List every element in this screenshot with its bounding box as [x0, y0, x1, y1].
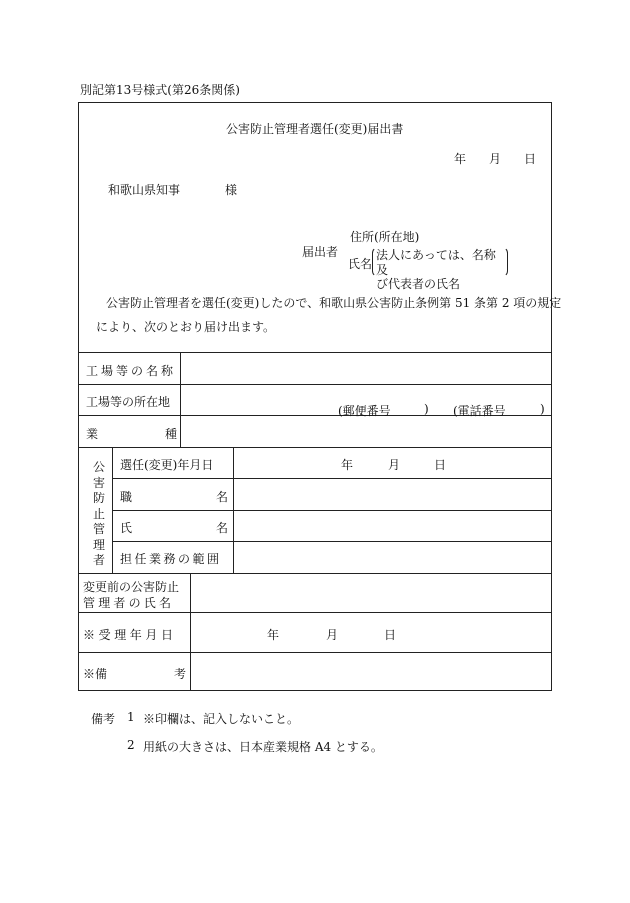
previous-manager-line1: 変更前の公害防止 [83, 580, 180, 594]
name-note [376, 248, 504, 292]
notes-label: 備考 [91, 712, 116, 726]
factory-name-label [86, 362, 176, 379]
postal-code-label: (郵便番号 [338, 404, 391, 418]
position-label-1: 職 [120, 490, 133, 504]
receipt-day: 日 [384, 628, 397, 642]
row-line-8 [78, 612, 552, 613]
note-2-text: 用紙の大きさは、日本産業規格 A4 とする。 [143, 740, 383, 754]
row-line-6 [112, 541, 552, 542]
note-1-number: 1 [127, 710, 135, 724]
name-label: 氏名 [348, 257, 373, 271]
industry-label-2: 種 [165, 427, 178, 441]
remarks-field[interactable] [192, 654, 550, 690]
phone-number-label: (電話番号 [453, 404, 506, 418]
col-line-label [180, 352, 181, 447]
appointment-day: 日 [434, 458, 447, 472]
appointment-date-label: 選任(変更)年月日 [120, 458, 214, 472]
row-line-7 [78, 573, 552, 574]
col-line-group [112, 447, 113, 573]
date-year: 年 [454, 152, 467, 166]
receipt-month: 月 [326, 628, 339, 642]
position-label-2: 名 [216, 490, 229, 504]
statement-line1: 公害防止管理者を選任(変更)したので、和歌山県公害防止条例第 51 条第 2 項の規定 [106, 296, 562, 310]
factory-name-text: 工場等の名称 [86, 364, 177, 378]
appointment-year: 年 [341, 458, 354, 472]
form-id: 別記第13号様式(第26条関係) [80, 83, 240, 97]
form-title: 公害防止管理者選任(変更)届出書 [226, 122, 404, 136]
row-line-9 [78, 652, 552, 653]
table-top-line [78, 352, 552, 353]
remarks-label-1: ※備 [83, 667, 108, 681]
date-month: 月 [489, 152, 502, 166]
postal-code-close: ) [424, 402, 429, 416]
factory-name-field[interactable] [182, 354, 550, 383]
name-note-line2: び代表者の氏名 [376, 277, 461, 291]
manager-group-label: 公害防止管理者 [92, 460, 105, 567]
position-field[interactable] [235, 480, 550, 509]
previous-manager-line2: 管理者の氏名 [83, 596, 175, 610]
row-line-3 [78, 447, 552, 448]
row-line-4 [112, 478, 552, 479]
receipt-year: 年 [267, 628, 280, 642]
appointment-date-field[interactable] [235, 449, 550, 477]
person-label-2: 名 [216, 521, 229, 535]
duties-label: 担任業務の範囲 [120, 552, 222, 566]
duties-field[interactable] [235, 543, 550, 572]
col-line-bottom [190, 573, 191, 691]
note-2-number: 2 [127, 738, 135, 752]
statement-line2: により、次のとおり届け出ます。 [96, 320, 276, 334]
addressee: 和歌山県知事 [108, 183, 181, 197]
industry-field[interactable] [182, 417, 550, 446]
honorific: 様 [225, 183, 238, 197]
row-line-5 [112, 510, 552, 511]
row-line-1 [78, 384, 552, 385]
factory-location-label: 工場等の所在地 [86, 395, 171, 409]
person-label-1: 氏 [120, 521, 133, 535]
name-note-line1: 法人にあっては、名称及 [376, 248, 496, 277]
phone-number-close: ) [540, 402, 545, 416]
note-1-text: ※印欄は、記入しないこと。 [143, 712, 300, 726]
remarks-label-2: 考 [174, 667, 187, 681]
applicant-label: 届出者 [302, 245, 339, 259]
previous-manager-field[interactable] [192, 575, 550, 611]
industry-label-1: 業 [86, 427, 99, 441]
receipt-date-label: ※受理年月日 [83, 628, 177, 642]
address-label: 住所(所在地) [350, 230, 420, 244]
appointment-month: 月 [388, 458, 401, 472]
date-day: 日 [524, 152, 537, 166]
person-field[interactable] [235, 512, 550, 540]
col-line-sublabel [233, 447, 234, 573]
